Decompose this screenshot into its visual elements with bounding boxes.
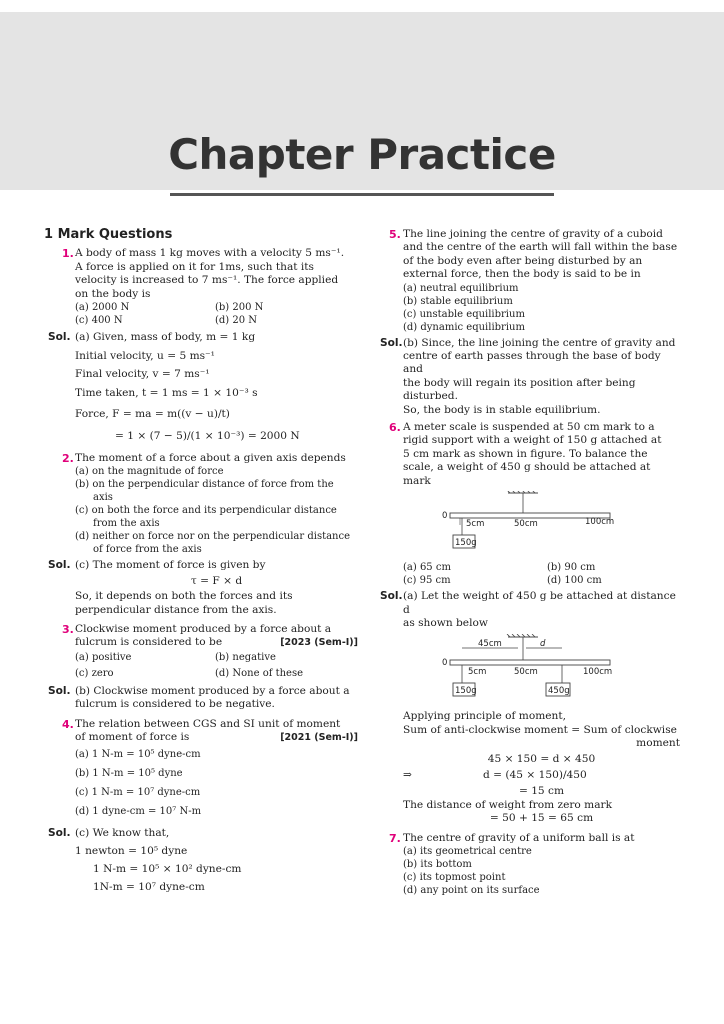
balance-diagram <box>380 634 680 714</box>
solution-text: (c) The moment of force is given by <box>75 559 266 572</box>
solution-equation: 45 × 150 = d × 450 <box>487 752 596 765</box>
right-column <box>380 228 680 900</box>
solution-equation: = 15 cm <box>518 785 565 798</box>
solution-text: moment <box>636 737 680 750</box>
option-c: (c) on both the force and its perpendicular distance <box>75 505 337 517</box>
option-b-cont: axis <box>93 492 113 504</box>
option-d: (d) 100 cm <box>547 575 602 587</box>
option-b: (b) its bottom <box>403 858 472 870</box>
mark-50cm: 50cm <box>514 519 538 530</box>
solution-text: 1 newton = 10⁵ dyne <box>75 844 188 857</box>
left-column <box>44 228 358 900</box>
option-d: (d) dynamic equilibrium <box>403 321 525 333</box>
solution-equation: Force, F = ma = m((v − u)/t) <box>75 408 230 421</box>
question-text-with-tag <box>75 731 358 744</box>
meter-scale-figure <box>380 491 680 569</box>
question-7 <box>380 832 680 897</box>
option-c: (c) 95 cm <box>403 575 451 587</box>
question-5 <box>380 228 680 334</box>
option-a: (a) positive <box>75 651 132 663</box>
solution-label: Sol. <box>380 336 403 349</box>
implies-arrow: ⇒ <box>403 768 412 781</box>
option-d: (d) 1 dyne-cm = 10⁷ N-m <box>75 805 202 817</box>
solution-text: fulcrum is considered to be negative. <box>75 698 275 711</box>
option-c: (c) its topmost point <box>403 871 506 883</box>
option-b: (b) 200 N <box>215 302 264 314</box>
question-2 <box>44 452 358 556</box>
solution-3 <box>44 685 358 712</box>
solution-text: the body will regain its position after being disturbed. <box>403 376 636 403</box>
option-d-cont: of force from the axis <box>93 544 202 556</box>
question-6 <box>380 421 680 488</box>
mark-5cm: 5cm <box>468 667 487 678</box>
question-text: The moment of a force about a given axis depends <box>75 452 346 465</box>
solution-text: Applying principle of moment, <box>403 710 566 723</box>
solution-text: (b) Since, the line joining the centre of gravity and <box>403 336 676 349</box>
mark-zero: 0 <box>442 658 448 669</box>
solution-label: Sol. <box>48 559 71 572</box>
solution-1 <box>44 330 358 444</box>
question-number: 3. <box>62 623 74 637</box>
mark-5cm: 5cm <box>466 519 485 530</box>
question-text: external force, then the body is said to be in <box>403 268 641 281</box>
option-a: (a) 1 N-m = 10⁵ dyne-cm <box>75 748 201 760</box>
question-text: Clockwise moment produced by a force about a <box>75 623 332 636</box>
solution-text: as shown below <box>403 616 488 629</box>
question-text: The line joining the centre of gravity of a cuboid <box>403 228 663 240</box>
question-number: 5. <box>389 228 401 241</box>
weight-label-450: 450g <box>548 686 570 697</box>
solution-equation-row <box>403 769 680 782</box>
solution-label: Sol. <box>48 331 71 344</box>
option-a: (a) 65 cm <box>403 562 451 574</box>
option-b: (b) 1 N-m = 10⁵ dyne <box>75 767 183 779</box>
option-c: (c) zero <box>75 667 114 679</box>
option-a: (a) neutral equilibrium <box>403 282 519 294</box>
question-text: The centre of gravity of a uniform ball is at <box>403 831 635 844</box>
solution-text: centre of earth passes through the base of body and <box>403 350 661 376</box>
mark-100cm: 100cm <box>585 517 615 528</box>
solution-equation: τ = F × d <box>190 574 243 587</box>
question-number: 6. <box>389 421 401 435</box>
solution-text: Sum of anti-clockwise moment = Sum of clockwise <box>403 723 677 736</box>
exam-tag: [2023 (Sem-I)] <box>280 637 358 649</box>
option-c-cont: from the axis <box>93 518 160 530</box>
options <box>75 650 358 682</box>
question-text: A meter scale is suspended at 50 cm mark to a <box>403 421 655 434</box>
solution-text: Initial velocity, u = 5 ms⁻¹ <box>75 349 215 362</box>
solution-2 <box>44 559 358 617</box>
option-b: (b) stable equilibrium <box>403 295 513 307</box>
meter-scale <box>450 660 610 665</box>
question-text: The relation between CGS and SI unit of moment <box>75 717 341 730</box>
question-number: 4. <box>62 717 74 731</box>
solution-text: 1 N-m = 10⁵ × 10² dyne-cm <box>93 862 242 875</box>
solution-4 <box>44 824 358 896</box>
title-underline <box>170 193 554 196</box>
question-text: rigid support with a weight of 150 g attached at <box>403 434 662 447</box>
option-a: (a) 2000 N <box>75 302 130 314</box>
question-1 <box>44 247 358 327</box>
weight-label: 150g <box>455 538 477 549</box>
mark-zero: 0 <box>442 511 448 522</box>
question-text: mark <box>403 474 431 487</box>
question-text: fulcrum is considered to be <box>75 636 223 649</box>
solution-label: Sol. <box>48 684 71 697</box>
label-d: d <box>540 639 546 650</box>
weight-label-150: 150g <box>455 686 477 697</box>
options <box>403 561 680 587</box>
solution-text: (a) Given, mass of body, m = 1 kg <box>75 331 256 344</box>
solution-text: The distance of weight from zero mark <box>403 798 612 811</box>
option-d: (d) neither on force nor on the perpendicular distance <box>75 531 351 543</box>
solution-text: So, the body is in stable equilibrium. <box>403 403 601 416</box>
option-a: (a) its geometrical centre <box>403 845 532 857</box>
option-d: (d) 20 N <box>215 315 258 327</box>
solution-5 <box>380 337 680 417</box>
solution-equation: = 1 × (7 − 5)/(1 × 10⁻³) = 2000 N <box>115 429 300 442</box>
solution-text: (b) Clockwise moment produced by a force about a <box>75 684 350 697</box>
solution-6 <box>380 590 680 630</box>
solution-equation: d = (45 × 150)/450 <box>483 768 587 781</box>
question-text: A force is applied on it for 1ms, such that its <box>75 260 314 273</box>
question-number: 2. <box>62 452 74 466</box>
section-heading: 1 Mark Questions <box>44 227 173 242</box>
solution-6-continued <box>380 710 680 825</box>
options <box>75 301 358 327</box>
solution-text: (c) We know that, <box>75 826 170 839</box>
question-text: of the body even after being disturbed by an <box>403 254 643 267</box>
question-text: 5 cm mark as shown in figure. To balance the <box>403 447 648 460</box>
question-text-with-tag <box>75 636 358 649</box>
exam-tag: [2021 (Sem-I)] <box>280 732 358 744</box>
option-b: (b) negative <box>215 651 276 663</box>
option-c: (c) 1 N-m = 10⁷ dyne-cm <box>75 786 201 798</box>
meter-scale-diagram <box>380 491 680 569</box>
question-number: 1. <box>62 247 74 261</box>
question-number: 7. <box>389 831 401 845</box>
question-3 <box>44 623 358 682</box>
solution-label: Sol. <box>48 826 71 839</box>
option-b: (b) on the perpendicular distance of force from the <box>75 479 334 491</box>
option-a: (a) on the magnitude of force <box>75 466 224 478</box>
question-text: scale, a weight of 450 g should be attached at <box>403 461 651 474</box>
question-text: velocity is increased to 7 ms⁻¹. The force applied <box>75 274 339 287</box>
solution-text: Final velocity, v = 7 ms⁻¹ <box>75 368 210 381</box>
option-d: (d) None of these <box>215 667 304 679</box>
option-b: (b) 90 cm <box>547 562 596 574</box>
solution-text: Time taken, t = 1 ms = 1 × 10⁻³ s <box>75 386 258 399</box>
question-text: of moment of force is <box>75 731 190 744</box>
question-text: on the body is <box>75 287 151 300</box>
mark-100cm: 100cm <box>583 667 613 678</box>
solution-equation: = 50 + 15 = 65 cm <box>489 812 594 825</box>
solution-text: So, it depends on both the forces and its <box>75 590 293 603</box>
solution-text: perpendicular distance from the axis. <box>75 603 277 616</box>
question-6-options <box>380 561 680 587</box>
solution-text: (a) Let the weight of 450 g be attached at distance d <box>403 590 676 616</box>
question-text: and the centre of the earth will fall within the base <box>403 241 678 254</box>
question-text: A body of mass 1 kg moves with a velocity 5 ms⁻¹. <box>75 247 345 260</box>
label-45cm: 45cm <box>478 639 502 650</box>
option-d: (d) any point on its surface <box>403 884 540 896</box>
option-c: (c) unstable equilibrium <box>403 308 525 320</box>
solution-label: Sol. <box>380 590 403 603</box>
option-c: (c) 400 N <box>75 315 123 327</box>
solution-text: 1N-m = 10⁷ dyne-cm <box>93 880 205 893</box>
mark-50cm: 50cm <box>514 667 538 678</box>
balance-figure <box>380 634 680 714</box>
page-title: Chapter Practice <box>168 130 556 179</box>
question-4 <box>44 718 358 821</box>
